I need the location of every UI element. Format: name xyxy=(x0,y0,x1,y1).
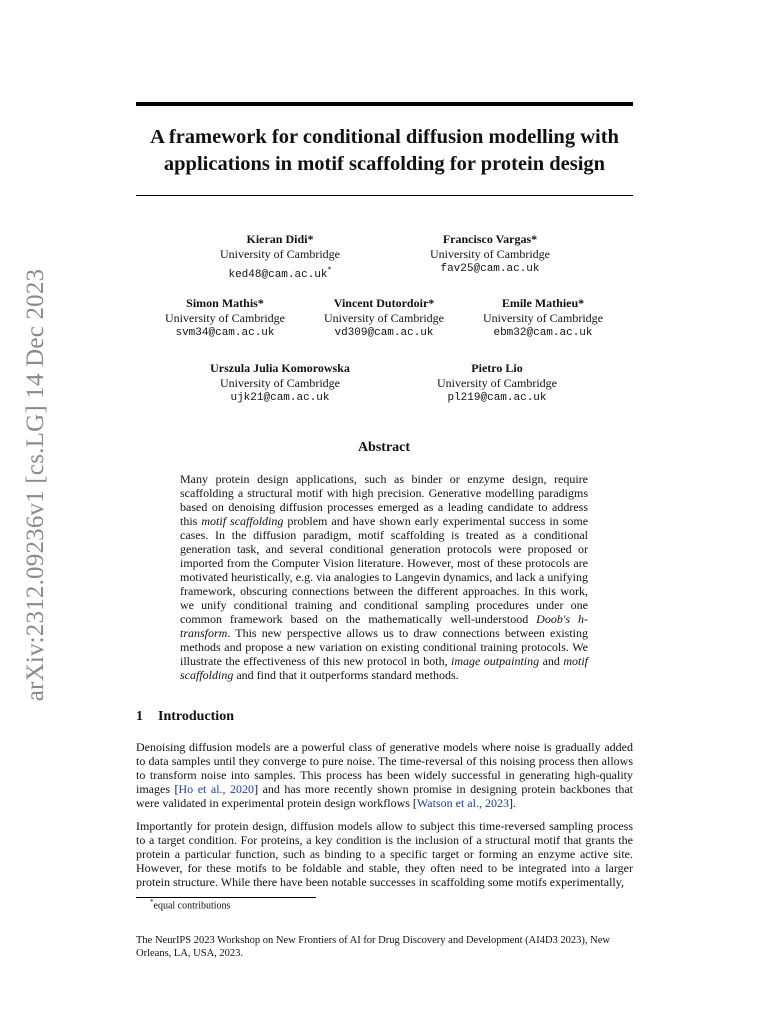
paper-title xyxy=(120,124,649,178)
author-affiliation: University of Cambridge xyxy=(437,376,557,390)
author-name: Urszula Julia Komorowska xyxy=(210,361,350,375)
abstract-emphasis: motif scaffolding xyxy=(201,514,284,528)
author-email: ebm32@cam.ac.uk xyxy=(493,327,593,339)
abstract-heading: Abstract xyxy=(357,440,411,455)
venue-notice: The NeurIPS 2023 Workshop on New Frontiers of AI for Drug Discovery and Development (AI4D3 2023), New Orleans, LA, USA, 2023. xyxy=(136,935,610,959)
author-affiliation: University of Cambridge xyxy=(430,247,550,261)
author-email: fav25@cam.ac.uk xyxy=(440,263,540,275)
author-block xyxy=(304,296,464,341)
intro-paragraph-2: Importantly for protein design, diffusion models allow to subject this time-reversed sampling process to a target condition. For proteins, a key condition is the inclusion of a structural motif that grants the protein a particular function, such as binding to a specific target or forming an enzyme active site. However, for these motifs to be foldable and stable, they often need to be integrated into a larger protein structure. While there have been notable successes in scaffolding some motifs experimentally, xyxy=(136,819,633,889)
title-line-2: applications in motif scaffolding for protein design xyxy=(163,153,606,175)
author-block xyxy=(190,361,370,406)
author-email: svm34@cam.ac.uk xyxy=(175,327,275,339)
author-affiliation: University of Cambridge xyxy=(324,311,444,325)
author-block xyxy=(145,296,305,341)
author-email: vd309@cam.ac.uk xyxy=(334,327,434,339)
author-affiliation: University of Cambridge xyxy=(220,247,340,261)
footnote xyxy=(150,898,230,911)
abstract-emphasis: image outpainting xyxy=(451,654,540,668)
arxiv-stamp xyxy=(18,270,54,700)
abstract-text: and xyxy=(539,654,564,668)
footnote-text: equal contributions xyxy=(153,900,231,912)
citation-link[interactable]: Ho et al., 2020 xyxy=(178,781,255,796)
author-email-mark: * xyxy=(327,265,332,274)
author-affiliation: University of Cambridge xyxy=(165,311,285,325)
paragraph-text: Denoising diffusion models are a powerful class of generative models where noise is gradually added to data samples until they converge to pure noise. The time-reversal of this noising process then allows to transform noise into samples. This process has been widely successful in generating high-quality images [ xyxy=(136,740,633,796)
author-name: Francisco Vargas* xyxy=(442,232,538,246)
author-block xyxy=(407,361,587,406)
author-name: Emile Mathieu* xyxy=(501,296,585,310)
abstract-text: . This new perspective allows us to draw connections between existing methods and propose a new variation on existing conditional training protocols. We illustrate the effectiveness of this new protocol in both, xyxy=(180,626,588,668)
author-affiliation: University of Cambridge xyxy=(220,376,340,390)
abstract-text: and find that it outperforms standard methods. xyxy=(233,668,459,682)
footnote-mark: * xyxy=(150,898,154,906)
author-block xyxy=(463,296,623,341)
intro-paragraph-1 xyxy=(136,741,633,811)
title-bottom-rule xyxy=(136,195,633,196)
section-heading xyxy=(136,709,234,725)
title-line-1: A framework for conditional diffusion modelling with xyxy=(150,126,619,148)
author-email: ked48@cam.ac.uk xyxy=(228,269,328,281)
author-block xyxy=(195,232,365,283)
author-name: Pietro Lio xyxy=(471,361,523,375)
abstract-body xyxy=(180,472,588,682)
citation-link[interactable]: Watson et al., 2023 xyxy=(416,795,509,810)
paragraph-text: ] and has more recently shown promise in designing protein backbones that were validated in experimental protein design workflows [ xyxy=(136,781,633,810)
abstract-text: Many protein design applications, such as binder or enzyme design, require scaffolding a structural motif with high precision. Generative modelling paradigms based on denoising diffusion processes emerged as a leading candidate to address this xyxy=(180,472,588,528)
author-email: pl219@cam.ac.uk xyxy=(447,392,547,404)
title-top-rule xyxy=(136,102,633,106)
author-name: Kieran Didi* xyxy=(246,232,314,246)
abstract-text: problem and have shown early experimental success in some cases. In the diffusion paradigm, motif scaffolding is treated as a conditional generation task, and several conditional generation protocols were proposed or imported from the Computer Vision literature. However, most of these protocols are motivated heuristically, e.g. via analogies to Langevin dynamics, and lack a unifying framework, obscuring connections between the different approaches. In this work, we unify conditional training and conditional sampling procedures under one common framework based on the mathematically well-understood xyxy=(180,514,589,626)
paragraph-text: ]. xyxy=(508,795,516,810)
author-affiliation: University of Cambridge xyxy=(483,311,603,325)
abstract-emphasis: motif scaffolding xyxy=(180,654,589,682)
author-name: Simon Mathis* xyxy=(186,296,264,310)
author-email: ujk21@cam.ac.uk xyxy=(230,392,330,404)
section-number: 1 xyxy=(136,709,143,724)
author-name: Vincent Dutordoir* xyxy=(333,296,435,310)
abstract-emphasis: Doob's h-transform xyxy=(180,612,588,640)
section-title: Introduction xyxy=(158,709,234,724)
arxiv-stamp-text: arXiv:2312.09236v1 [cs.LG] 14 Dec 2023 xyxy=(22,268,49,702)
author-block xyxy=(405,232,575,277)
